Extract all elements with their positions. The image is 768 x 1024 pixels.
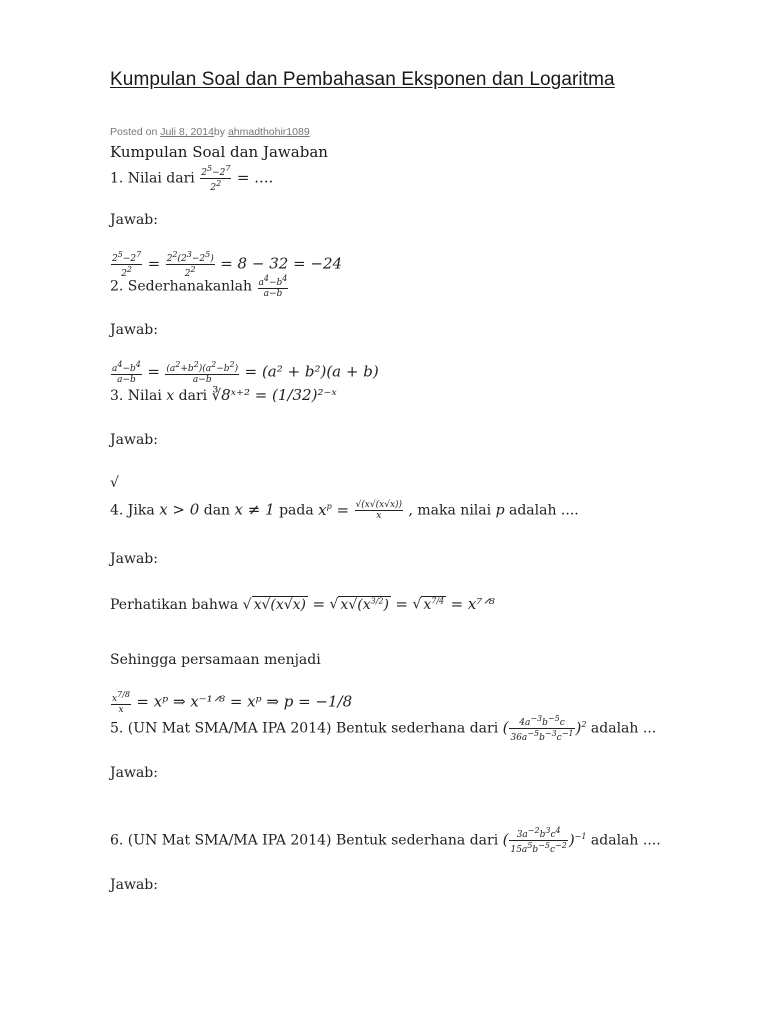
q3-var: x	[166, 388, 175, 404]
answer-1: $\frac{2^5-2^7}{2^2}$ = $\frac{2^2(2^3-2^5)}{2^2}$ = 8 − 32 = −24	[112, 250, 343, 279]
a2-fraction-2: $\frac{(a^2+b^2)(a^2-b^2)}{a-b}$	[166, 360, 239, 385]
q4-cond2: x ≠ 1	[234, 500, 275, 519]
answer-label-6: Jawab:	[110, 877, 158, 893]
question-2	[110, 274, 289, 299]
check-mark: √	[110, 475, 119, 491]
author-link[interactable]: ahmadthohir1089	[227, 126, 310, 138]
q4-cond1: x > 0	[159, 500, 200, 519]
q4-pada: pada	[279, 502, 314, 519]
a4-next: Sehingga persamaan menjadi	[110, 652, 321, 668]
answer-label-3: Jawab:	[110, 432, 158, 448]
answer-label-2: Jawab:	[110, 322, 158, 338]
q1-fraction: $\frac{2^5-2^7}{2^2}$	[201, 164, 231, 193]
a2-result: = (a² + b²)(a + b)	[244, 362, 379, 381]
a1-fraction-1: $\frac{2^5-2^7}{2^2}$	[112, 250, 142, 279]
a4-radical-3: √ $x^{7/4}$	[412, 596, 445, 613]
q3-expr: ∛8ˣ⁺² = (1/32)²⁻ˣ	[211, 386, 337, 404]
q2-text: 2. Sederhanakanlah	[110, 278, 253, 295]
article-title[interactable]: Kumpulan Soal dan Pembahasan Eksponen dan Logaritma	[110, 69, 615, 90]
q3-text: 3. Nilai	[110, 388, 162, 404]
q4-fraction: $\frac{√(x√(x√x))}{x}$	[355, 500, 403, 521]
answer-label-4: Jawab:	[110, 551, 158, 567]
q5-fraction: $\frac{4a^{-3}b^{-5}c}{36a^{-5}b^{-3}c^{-1}}$	[510, 714, 574, 743]
q1-text: 1. Nilai dari	[110, 170, 195, 187]
q4-text: 4. Jika	[110, 502, 155, 519]
a4-radical-1: √ x√(x√x)	[242, 597, 307, 613]
answer-label-1: Jawab:	[110, 212, 158, 228]
answer-2: $\frac{a^4-b^4}{a-b}$ = $\frac{(a^2+b^2)(a^2-b^2)}{a-b}$ = (a² + b²)(a + b)	[112, 360, 379, 385]
a4-fraction: $\frac{x^{7/8}}{x}$	[112, 690, 130, 715]
q2-fraction: $\frac{a^4-b^4}{a-b}$	[258, 274, 288, 299]
a4-radical-2: √ $x√(x^{3/2})$	[329, 596, 389, 613]
question-3	[110, 386, 337, 404]
content-heading: Kumpulan Soal dan Jawaban	[110, 143, 328, 161]
answer-label-5: Jawab:	[110, 765, 158, 781]
post-date-link[interactable]: Juli 8, 2014	[160, 126, 214, 138]
post-meta	[110, 126, 310, 138]
q5-text: 5. (UN Mat SMA/MA IPA 2014) Bentuk sederhana dari	[110, 720, 499, 737]
q6-fraction: $\frac{3a^{-2}b^3c^4}{15a^5b^{-5}c^{-2}}$	[510, 826, 567, 855]
question-1	[110, 164, 273, 193]
q5-end: adalah ...	[590, 720, 657, 737]
q1-tail: = ....	[236, 168, 274, 187]
a4-expr: = x⁷ᐟ⁸	[450, 595, 495, 613]
q4-tail: , maka nilai	[408, 502, 492, 519]
q4-end: adalah ....	[508, 502, 579, 519]
q6-end: adalah ....	[590, 832, 661, 849]
a4-intro: Perhatikan bahwa	[110, 597, 239, 613]
q3-dari: dari	[178, 388, 208, 404]
q6-text: 6. (UN Mat SMA/MA IPA 2014) Bentuk sederhana dari	[110, 832, 499, 849]
question-4: 4. Jika x > 0 dan x ≠ 1 pada $x^p$ = $\frac{√(x√(x√x))}{x}$ , maka nilai p adalah ....	[110, 500, 579, 521]
question-6: 6. (UN Mat SMA/MA IPA 2014) Bentuk sederhana dari ( $\frac{3a^{-2}b^3c^4}{15a^5b^{-5}c^{-2}}$ )$^{-1}$ adalah ....	[110, 826, 661, 855]
answer-4-intro: Perhatikan bahwa √ x√(x√x) = √ $x√(x^{3/2})$ = √ $x^{7/4}$ = x⁷ᐟ⁸	[110, 595, 495, 613]
a1-result: = 8 − 32 = −24	[220, 254, 343, 273]
meta-by: by	[213, 126, 228, 138]
a2-fraction-1: $\frac{a^4-b^4}{a-b}$	[112, 360, 141, 385]
q4-var: p	[495, 502, 505, 519]
meta-prefix: Posted on	[110, 126, 161, 138]
a4-result: = xᵖ ⇒ x⁻¹ᐟ⁸ = xᵖ ⇒ p = −1/8	[136, 692, 353, 711]
a1-fraction-2: $\frac{2^2(2^3-2^5)}{2^2}$	[166, 250, 214, 279]
question-5: 5. (UN Mat SMA/MA IPA 2014) Bentuk sederhana dari ( $\frac{4a^{-3}b^{-5}c}{36a^{-5}b^{-3}c^{-1}}$ )$^2$ adalah ...	[110, 714, 657, 743]
q4-dan: dan	[203, 502, 231, 519]
answer-4-result	[110, 690, 352, 715]
